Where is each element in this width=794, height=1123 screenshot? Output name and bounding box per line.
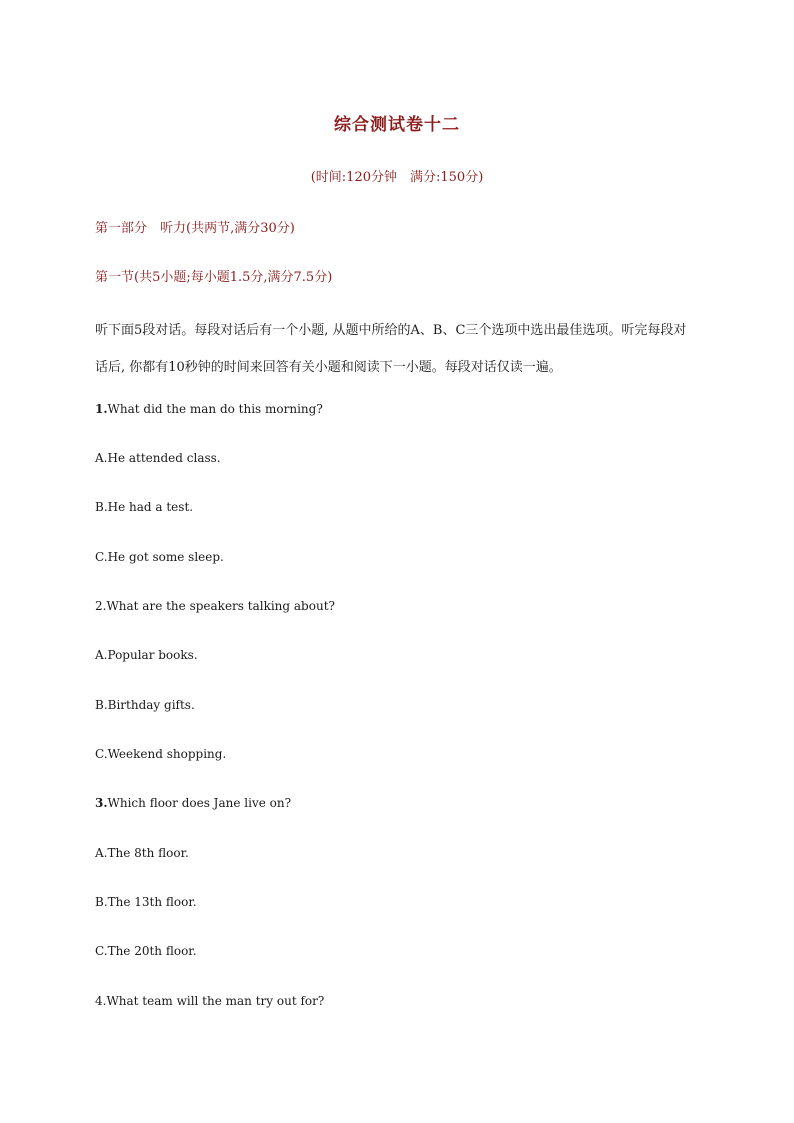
question-2-option-b: B.Birthday gifts. [95, 698, 195, 712]
question-text: Which floor does Jane live on? [107, 796, 292, 810]
question-number: 2. [95, 599, 107, 613]
section-heading: 第一节(共5小题;每小题1.5分,满分7.5分) [95, 270, 333, 285]
question-text: What team will the man try out for? [106, 994, 325, 1008]
question-1-option-a: A.He attended class. [95, 451, 221, 465]
part-heading: 第一部分 听力(共两节,满分30分) [95, 221, 295, 236]
question-4 [95, 994, 324, 1008]
exam-time-and-score: (时间:120分钟 满分:150分) [310, 170, 484, 185]
question-number: 3. [95, 796, 108, 810]
question-1 [95, 402, 323, 416]
question-text: What are the speakers talking about? [106, 599, 335, 613]
listening-instructions: 听下面5段对话。每段对话后有一个小题, 从题中所给的A、B、C三个选项中选出最佳选项。听完每段对话后, 你都有10秒钟的时间来回答有关小题和阅读下一小题。每段对话仅读一遍。 [95, 323, 687, 375]
question-1-option-b: B.He had a test. [95, 500, 194, 514]
question-2 [95, 599, 335, 613]
question-text: What did the man do this morning? [107, 402, 323, 416]
question-3-option-c: C.The 20th floor. [95, 944, 197, 958]
question-3 [95, 796, 291, 810]
question-3-option-b: B.The 13th floor. [95, 895, 197, 909]
question-2-option-c: C.Weekend shopping. [95, 747, 227, 761]
question-2-option-a: A.Popular books. [95, 648, 198, 662]
question-1-option-c: C.He got some sleep. [95, 550, 224, 564]
question-number: 1. [95, 402, 108, 416]
question-3-option-a: A.The 8th floor. [95, 846, 189, 860]
question-number: 4. [95, 994, 107, 1008]
page-title: 综合测试卷十二 [334, 115, 460, 135]
